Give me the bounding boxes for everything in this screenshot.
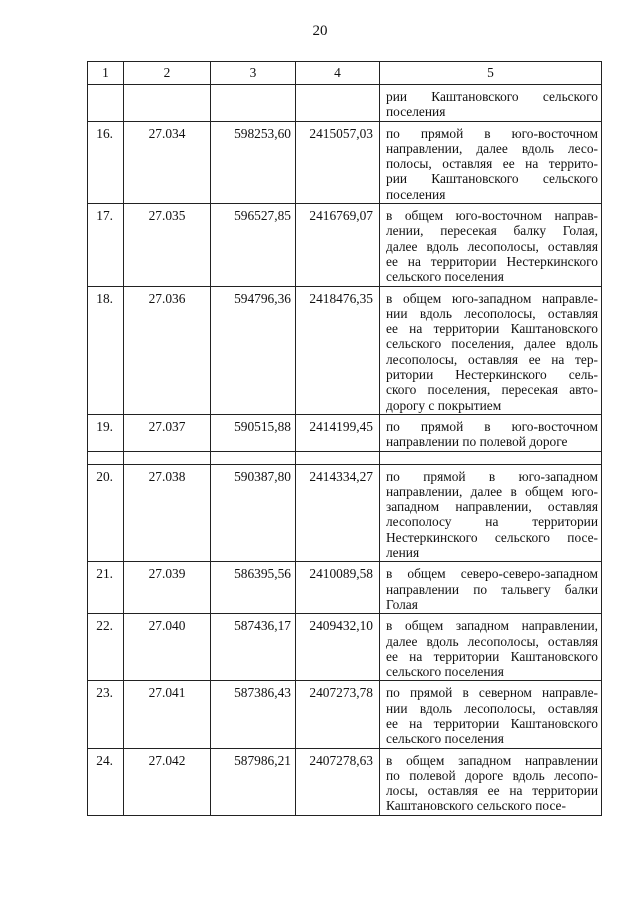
description-line: поселения: [386, 104, 446, 120]
description-line: ления: [386, 545, 420, 561]
header-cell: 4: [296, 62, 380, 85]
cell-code: 27.042: [124, 748, 211, 815]
description-line: по прямой в юго-восточном: [386, 418, 598, 434]
cell-description: [380, 286, 602, 414]
description-line: направлении по тальвегу балки: [386, 581, 598, 597]
empty-cell: [88, 451, 124, 464]
description-line: рии Каштановского сельского: [386, 89, 598, 104]
description-line: в общем западном направлении: [386, 752, 598, 768]
empty-cell: [124, 451, 211, 464]
cell-description: [380, 204, 602, 286]
description-line: сельского поселения: [386, 269, 504, 285]
table-row: [88, 562, 602, 614]
description-line: западном направлении, оставляя: [386, 499, 598, 515]
header-cell: 3: [211, 62, 296, 85]
description-line: по прямой в северном направле-: [386, 685, 598, 701]
empty-cell: [211, 451, 296, 464]
description-line: Каштановского сельского посе-: [386, 798, 566, 814]
cell-y: [296, 85, 380, 122]
cell-number: 24.: [88, 748, 124, 815]
table-row: [88, 464, 602, 562]
cell-y: 2415057,03: [296, 121, 380, 203]
cell-number: [88, 85, 124, 122]
description-line: ского поселения, пересекая авто-: [386, 382, 598, 398]
cell-number: 23.: [88, 681, 124, 748]
cell-x: 598253,60: [211, 121, 296, 203]
cell-description: [380, 748, 602, 815]
description-line: рии Каштановского сельского: [386, 171, 598, 187]
empty-cell: [296, 451, 380, 464]
cell-number: 22.: [88, 614, 124, 681]
description-line: далее вдоль лесополосы, оставляя: [386, 238, 598, 254]
table-row: [88, 204, 602, 286]
continuation-row: [88, 85, 602, 122]
cell-description: [380, 464, 602, 562]
description-line: сельского поселения: [386, 664, 504, 680]
cell-code: 27.040: [124, 614, 211, 681]
description-line: направлении, далее вдоль лесо-: [386, 140, 598, 156]
cell-y: 2409432,10: [296, 614, 380, 681]
cell-description: [380, 562, 602, 614]
description-line: по прямой в юго-западном: [386, 468, 598, 484]
description-line: ее на территории Нестеркинского: [386, 253, 598, 269]
description-line: лосы, оставляя ее на территории: [386, 783, 598, 799]
cell-y: 2418476,35: [296, 286, 380, 414]
description-line: в общем западном направлении,: [386, 618, 598, 634]
cell-y: 2410089,58: [296, 562, 380, 614]
cell-number: 19.: [88, 414, 124, 451]
header-cell: 2: [124, 62, 211, 85]
empty-cell: [380, 451, 602, 464]
header-cell: 5: [380, 62, 602, 85]
cell-y: 2407273,78: [296, 681, 380, 748]
description-line: ритории Нестеркинского сель-: [386, 367, 598, 383]
table-row: [88, 681, 602, 748]
table-row: [88, 748, 602, 815]
description-line: Голая: [386, 596, 418, 612]
cell-code: [124, 85, 211, 122]
header-cell: 1: [88, 62, 124, 85]
description-line: ее на территории Каштановского: [386, 648, 598, 664]
cell-description: [380, 85, 602, 122]
cell-y: 2414334,27: [296, 464, 380, 562]
cell-number: 16.: [88, 121, 124, 203]
description-line: поселения: [386, 186, 446, 202]
table-row: [88, 414, 602, 451]
description-line: в общем юго-восточном направ-: [386, 208, 598, 224]
cell-y: 2414199,45: [296, 414, 380, 451]
cell-x: 594796,36: [211, 286, 296, 414]
description-line: нии вдоль лесополосы, оставляя: [386, 305, 598, 321]
cell-code: 27.041: [124, 681, 211, 748]
blank-row: [88, 451, 602, 464]
cell-code: 27.036: [124, 286, 211, 414]
cell-code: 27.035: [124, 204, 211, 286]
header-row: [88, 62, 602, 85]
page-number: 20: [312, 23, 328, 39]
table-row: [88, 121, 602, 203]
cell-y: 2407278,63: [296, 748, 380, 815]
cell-x: 587436,17: [211, 614, 296, 681]
description-line: далее вдоль лесополосы, оставляя: [386, 633, 598, 649]
cell-description: [380, 681, 602, 748]
cell-code: 27.037: [124, 414, 211, 451]
cell-x: 590387,80: [211, 464, 296, 562]
description-line: в общем юго-западном направле-: [386, 290, 598, 306]
description-line: сельского поселения, далее вдоль: [386, 336, 598, 352]
cell-code: 27.034: [124, 121, 211, 203]
description-line: нии вдоль лесополосы, оставляя: [386, 700, 598, 716]
cell-number: 20.: [88, 464, 124, 562]
cell-x: 586395,56: [211, 562, 296, 614]
cell-x: 590515,88: [211, 414, 296, 451]
cell-x: [211, 85, 296, 122]
description-line: лесополосу на территории: [386, 514, 598, 530]
cell-code: 27.038: [124, 464, 211, 562]
cell-description: [380, 121, 602, 203]
description-line: лесополосы, оставляя ее на тер-: [386, 351, 598, 367]
table-row: [88, 286, 602, 414]
cell-number: 17.: [88, 204, 124, 286]
description-line: направлении по полевой дороге: [386, 434, 568, 450]
cell-x: 596527,85: [211, 204, 296, 286]
description-line: дорогу с покрытием: [386, 397, 502, 413]
description-line: по полевой дороге вдоль лесопо-: [386, 767, 598, 783]
description-line: направлении, далее в общем юго-: [386, 483, 598, 499]
table-row: [88, 614, 602, 681]
description-line: лении, пересекая балку Голая,: [386, 223, 598, 239]
cell-description: [380, 614, 602, 681]
cell-x: 587386,43: [211, 681, 296, 748]
description-line: по прямой в юго-восточном: [386, 125, 598, 141]
description-line: в общем северо-северо-западном: [386, 566, 598, 582]
cell-description: [380, 414, 602, 451]
cell-x: 587986,21: [211, 748, 296, 815]
description-line: сельского поселения: [386, 731, 504, 747]
description-line: ее на территории Каштановского: [386, 321, 598, 337]
description-line: полосы, оставляя ее на террито-: [386, 156, 598, 172]
boundary-table: [87, 61, 602, 816]
cell-number: 18.: [88, 286, 124, 414]
description-line: Нестеркинского сельского посе-: [386, 529, 598, 545]
description-line: ее на территории Каштановского: [386, 715, 598, 731]
cell-code: 27.039: [124, 562, 211, 614]
cell-number: 21.: [88, 562, 124, 614]
cell-y: 2416769,07: [296, 204, 380, 286]
